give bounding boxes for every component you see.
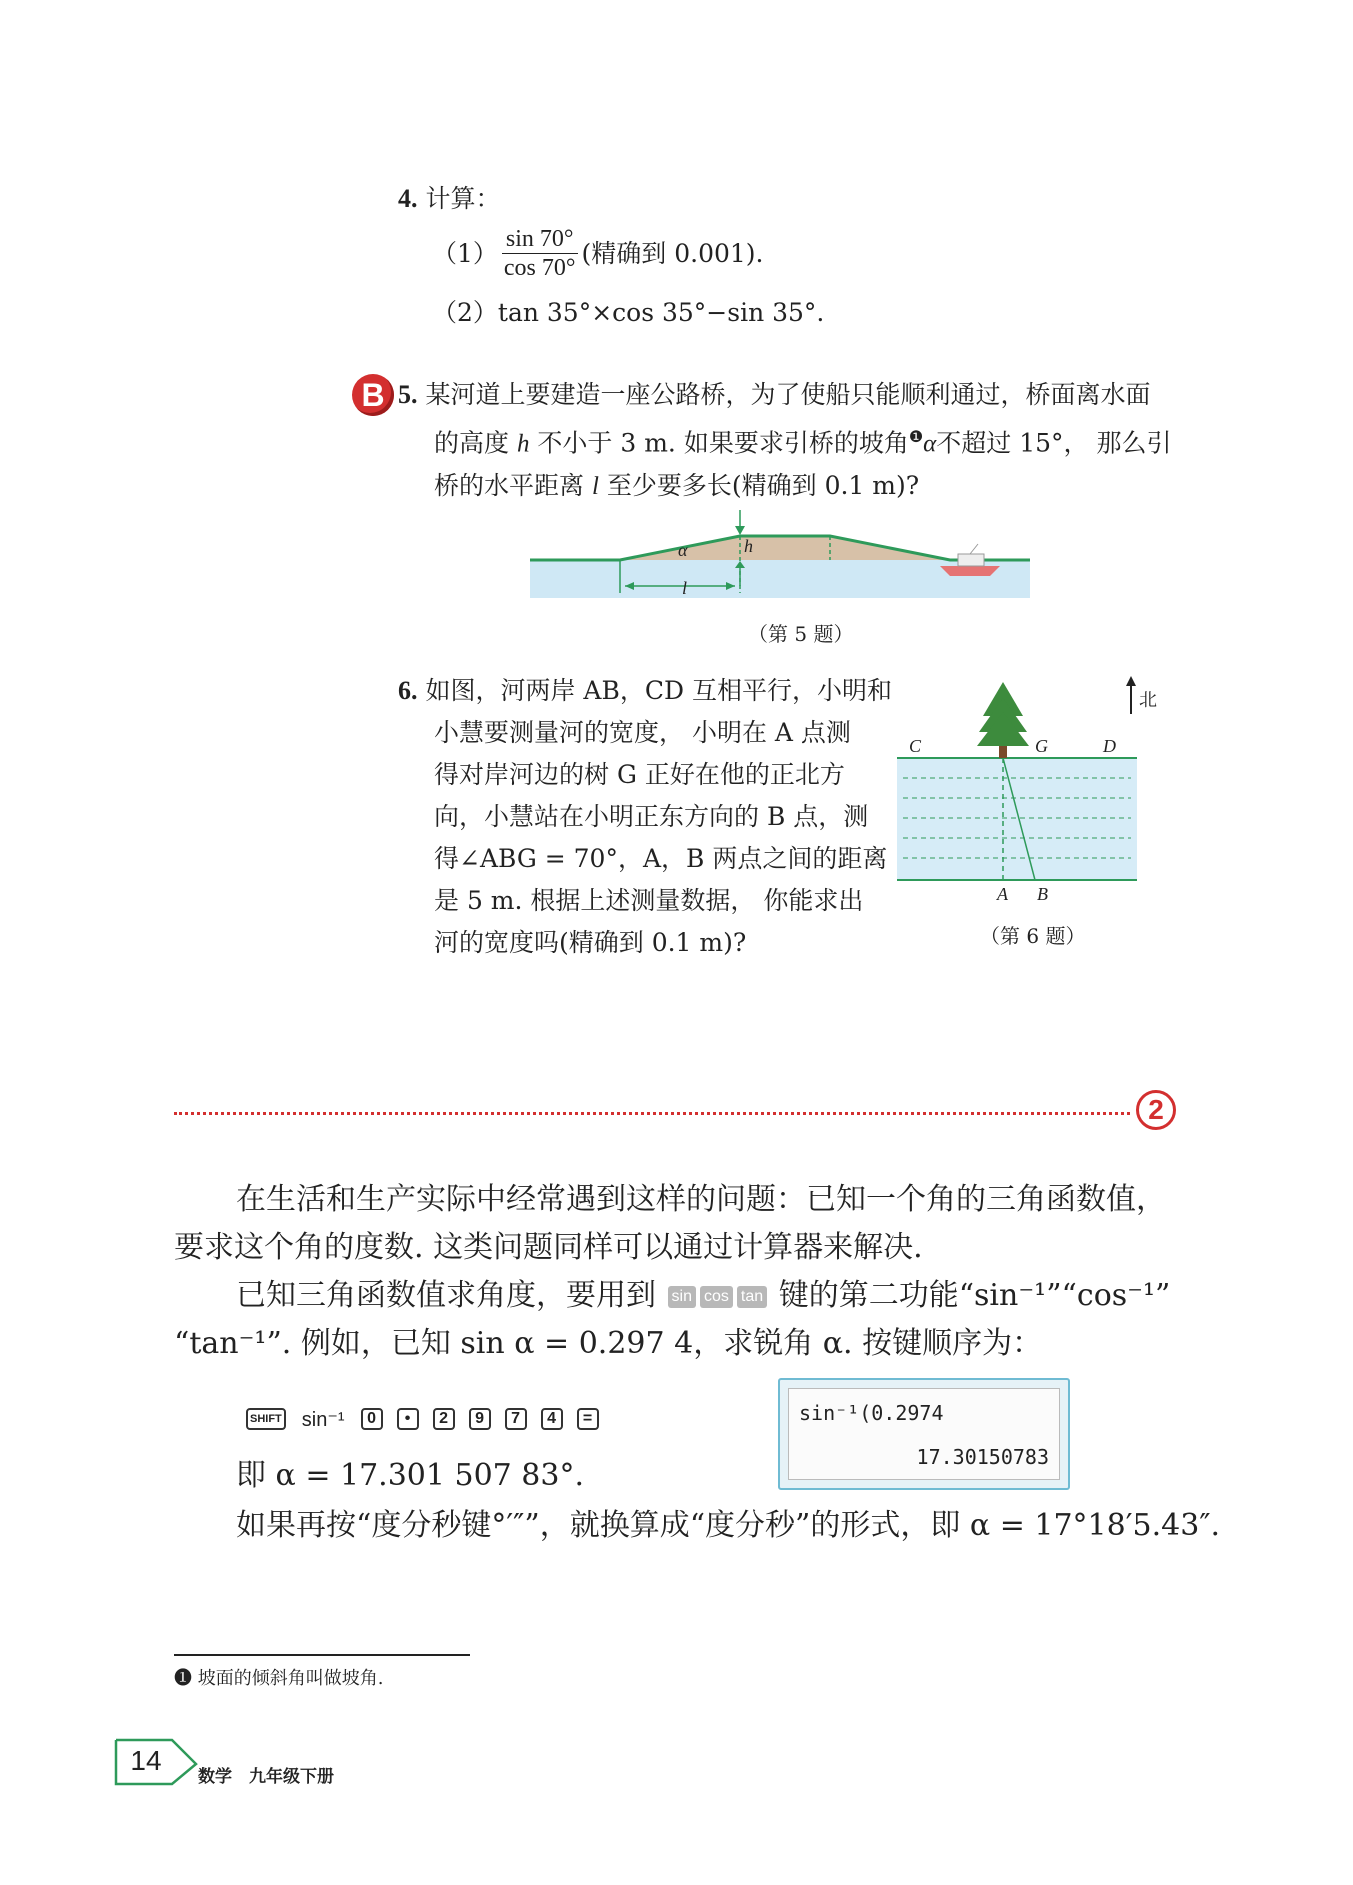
para1-line1: 在生活和生产实际中经常遇到这样的问题：已知一个角的三角函数值， <box>236 1182 1166 1217</box>
fig6-G-label: G <box>1035 736 1048 756</box>
h-arrowhead-top <box>735 526 745 535</box>
display-result: 17.30150783 <box>916 1445 1049 1469</box>
fig5-l-label: l <box>682 578 688 598</box>
q4-heading <box>398 178 500 220</box>
q5-line3b: 至少要多长(精确到 0.1 m)? <box>606 471 920 501</box>
tree-icon <box>977 682 1029 758</box>
q4-item2-label: （2） <box>432 298 498 327</box>
para2-line2: “tan⁻¹”. 例如，已知 sin α = 0.297 4，求锐角 α. 按键顺序为： <box>174 1326 1043 1361</box>
q4-fraction-numerator: sin 70° <box>502 225 578 254</box>
q4-item2-text: tan 35°×cos 35°−sin 35°. <box>497 298 825 327</box>
q5-line2c: 不超过 15°， 那么引 <box>936 428 1172 458</box>
key-4: 4 <box>541 1408 563 1430</box>
sin-inverse-key: sin⁻¹ <box>301 1408 345 1431</box>
fig5-alpha-label: α <box>678 540 688 560</box>
fig5-caption: （第 5 题） <box>748 622 854 646</box>
sin-key: sin <box>668 1286 696 1308</box>
section-divider <box>174 1112 1130 1115</box>
footnote <box>174 1664 383 1690</box>
fig5-h-label: h <box>744 536 753 556</box>
q4-item1-tail: (精确到 0.001). <box>581 238 764 268</box>
q4-item-2 <box>432 292 824 334</box>
key-7: 7 <box>505 1408 527 1430</box>
result-text: 即 α = 17.301 507 83°. <box>236 1458 585 1493</box>
para2-line1 <box>236 1272 1170 1320</box>
shift-key: SHIFT <box>246 1408 286 1430</box>
footnote-rule <box>174 1654 470 1656</box>
q4-fraction <box>502 225 578 282</box>
tan-key: tan <box>737 1286 767 1308</box>
para2-line1a: 已知三角函数值求角度，要用到 <box>236 1278 656 1313</box>
q4-number: 4. <box>398 184 418 213</box>
q6-line3: 得对岸河边的树 G 正好在他的正北方 <box>434 760 845 789</box>
section-marker: 2 <box>1136 1090 1176 1130</box>
q5-var-l: l <box>591 473 599 501</box>
fig6-C-label: C <box>909 736 922 756</box>
q6-number: 6. <box>398 676 418 705</box>
q5-line1-text: 某河道上要建造一座公路桥，为了使船只能顺利通过，桥面离水面 <box>425 380 1151 409</box>
bridge-embankment <box>620 536 950 560</box>
q6-line1 <box>398 670 898 712</box>
q4-item-1 <box>432 225 764 282</box>
q6-line6: 是 5 m. 根据上述测量数据， 你能求出 <box>434 886 864 915</box>
q4-item1-label: （1） <box>432 238 498 268</box>
key-dot: • <box>397 1408 419 1430</box>
water <box>530 560 1030 598</box>
q5-line2a: 的高度 <box>434 428 510 458</box>
key-2: 2 <box>433 1408 455 1430</box>
north-arrow-icon <box>1126 676 1136 714</box>
q5-var-h: h <box>516 430 530 458</box>
key-0: 0 <box>361 1408 383 1430</box>
q5-line3 <box>398 465 1188 508</box>
footnote-mark: ❶ <box>174 1668 192 1689</box>
river-figure <box>895 670 1175 910</box>
footnote-ref[interactable]: ❶ <box>908 427 924 446</box>
display-input: sin⁻¹(0.2974 <box>799 1401 944 1425</box>
fig6-caption: （第 6 题） <box>980 924 1086 948</box>
river-water <box>897 758 1137 880</box>
book-title: 数学 九年级下册 <box>198 1767 334 1787</box>
q5-text <box>398 374 1188 508</box>
para1-line2: 要求这个角的度数. 这类问题同样可以通过计算器来解决. <box>174 1230 923 1265</box>
q6-line4: 向，小慧站在小明正东方向的 B 点，测 <box>434 802 869 831</box>
q5-line2 <box>398 416 1188 465</box>
calculator-display <box>778 1378 1070 1490</box>
q6-line5: 得∠ABG = 70°，A，B 两点之间的距离 <box>434 844 888 873</box>
q6-line1-text: 如图，河两岸 AB，CD 互相平行，小明和 <box>425 676 892 705</box>
q5-var-alpha: α <box>923 430 937 458</box>
key-9: 9 <box>469 1408 491 1430</box>
equals-key: = <box>577 1408 599 1430</box>
key-sequence <box>246 1408 613 1430</box>
footnote-text: 坡面的倾斜角叫做坡角. <box>197 1668 384 1689</box>
q5-line3a: 桥的水平距离 <box>434 471 585 501</box>
q4-title: 计算： <box>425 184 501 213</box>
fig6-north-label: 北 <box>1139 690 1157 711</box>
q5-number: 5. <box>398 380 418 409</box>
para2-line1b: 键的第二功能“sin⁻¹”“cos⁻¹” <box>778 1278 1171 1313</box>
cos-key: cos <box>700 1286 733 1308</box>
fig6-B-label: B <box>1037 884 1048 904</box>
fig6-A-label: A <box>997 884 1008 904</box>
page-number: 14 <box>130 1745 162 1776</box>
q4-fraction-denominator: cos 70° <box>503 255 576 281</box>
q5-line1 <box>398 374 1188 416</box>
fig6-D-label: D <box>1103 736 1116 756</box>
bridge-figure <box>530 508 1030 598</box>
para3: 如果再按“度分秒键°′″”，就换算成“度分秒”的形式，即 α = 17°18′5.43″. <box>236 1508 1221 1543</box>
q6-line7: 河的宽度吗(精确到 0.1 m)? <box>434 928 747 957</box>
q6-text <box>398 670 898 964</box>
q5-line2b: 不小于 3 m. 如果要求引桥的坡角 <box>537 428 909 458</box>
calculator-screen <box>788 1388 1060 1480</box>
q6-line2: 小慧要测量河的宽度， 小明在 A 点测 <box>434 718 851 747</box>
level-b-badge: B <box>352 374 394 416</box>
